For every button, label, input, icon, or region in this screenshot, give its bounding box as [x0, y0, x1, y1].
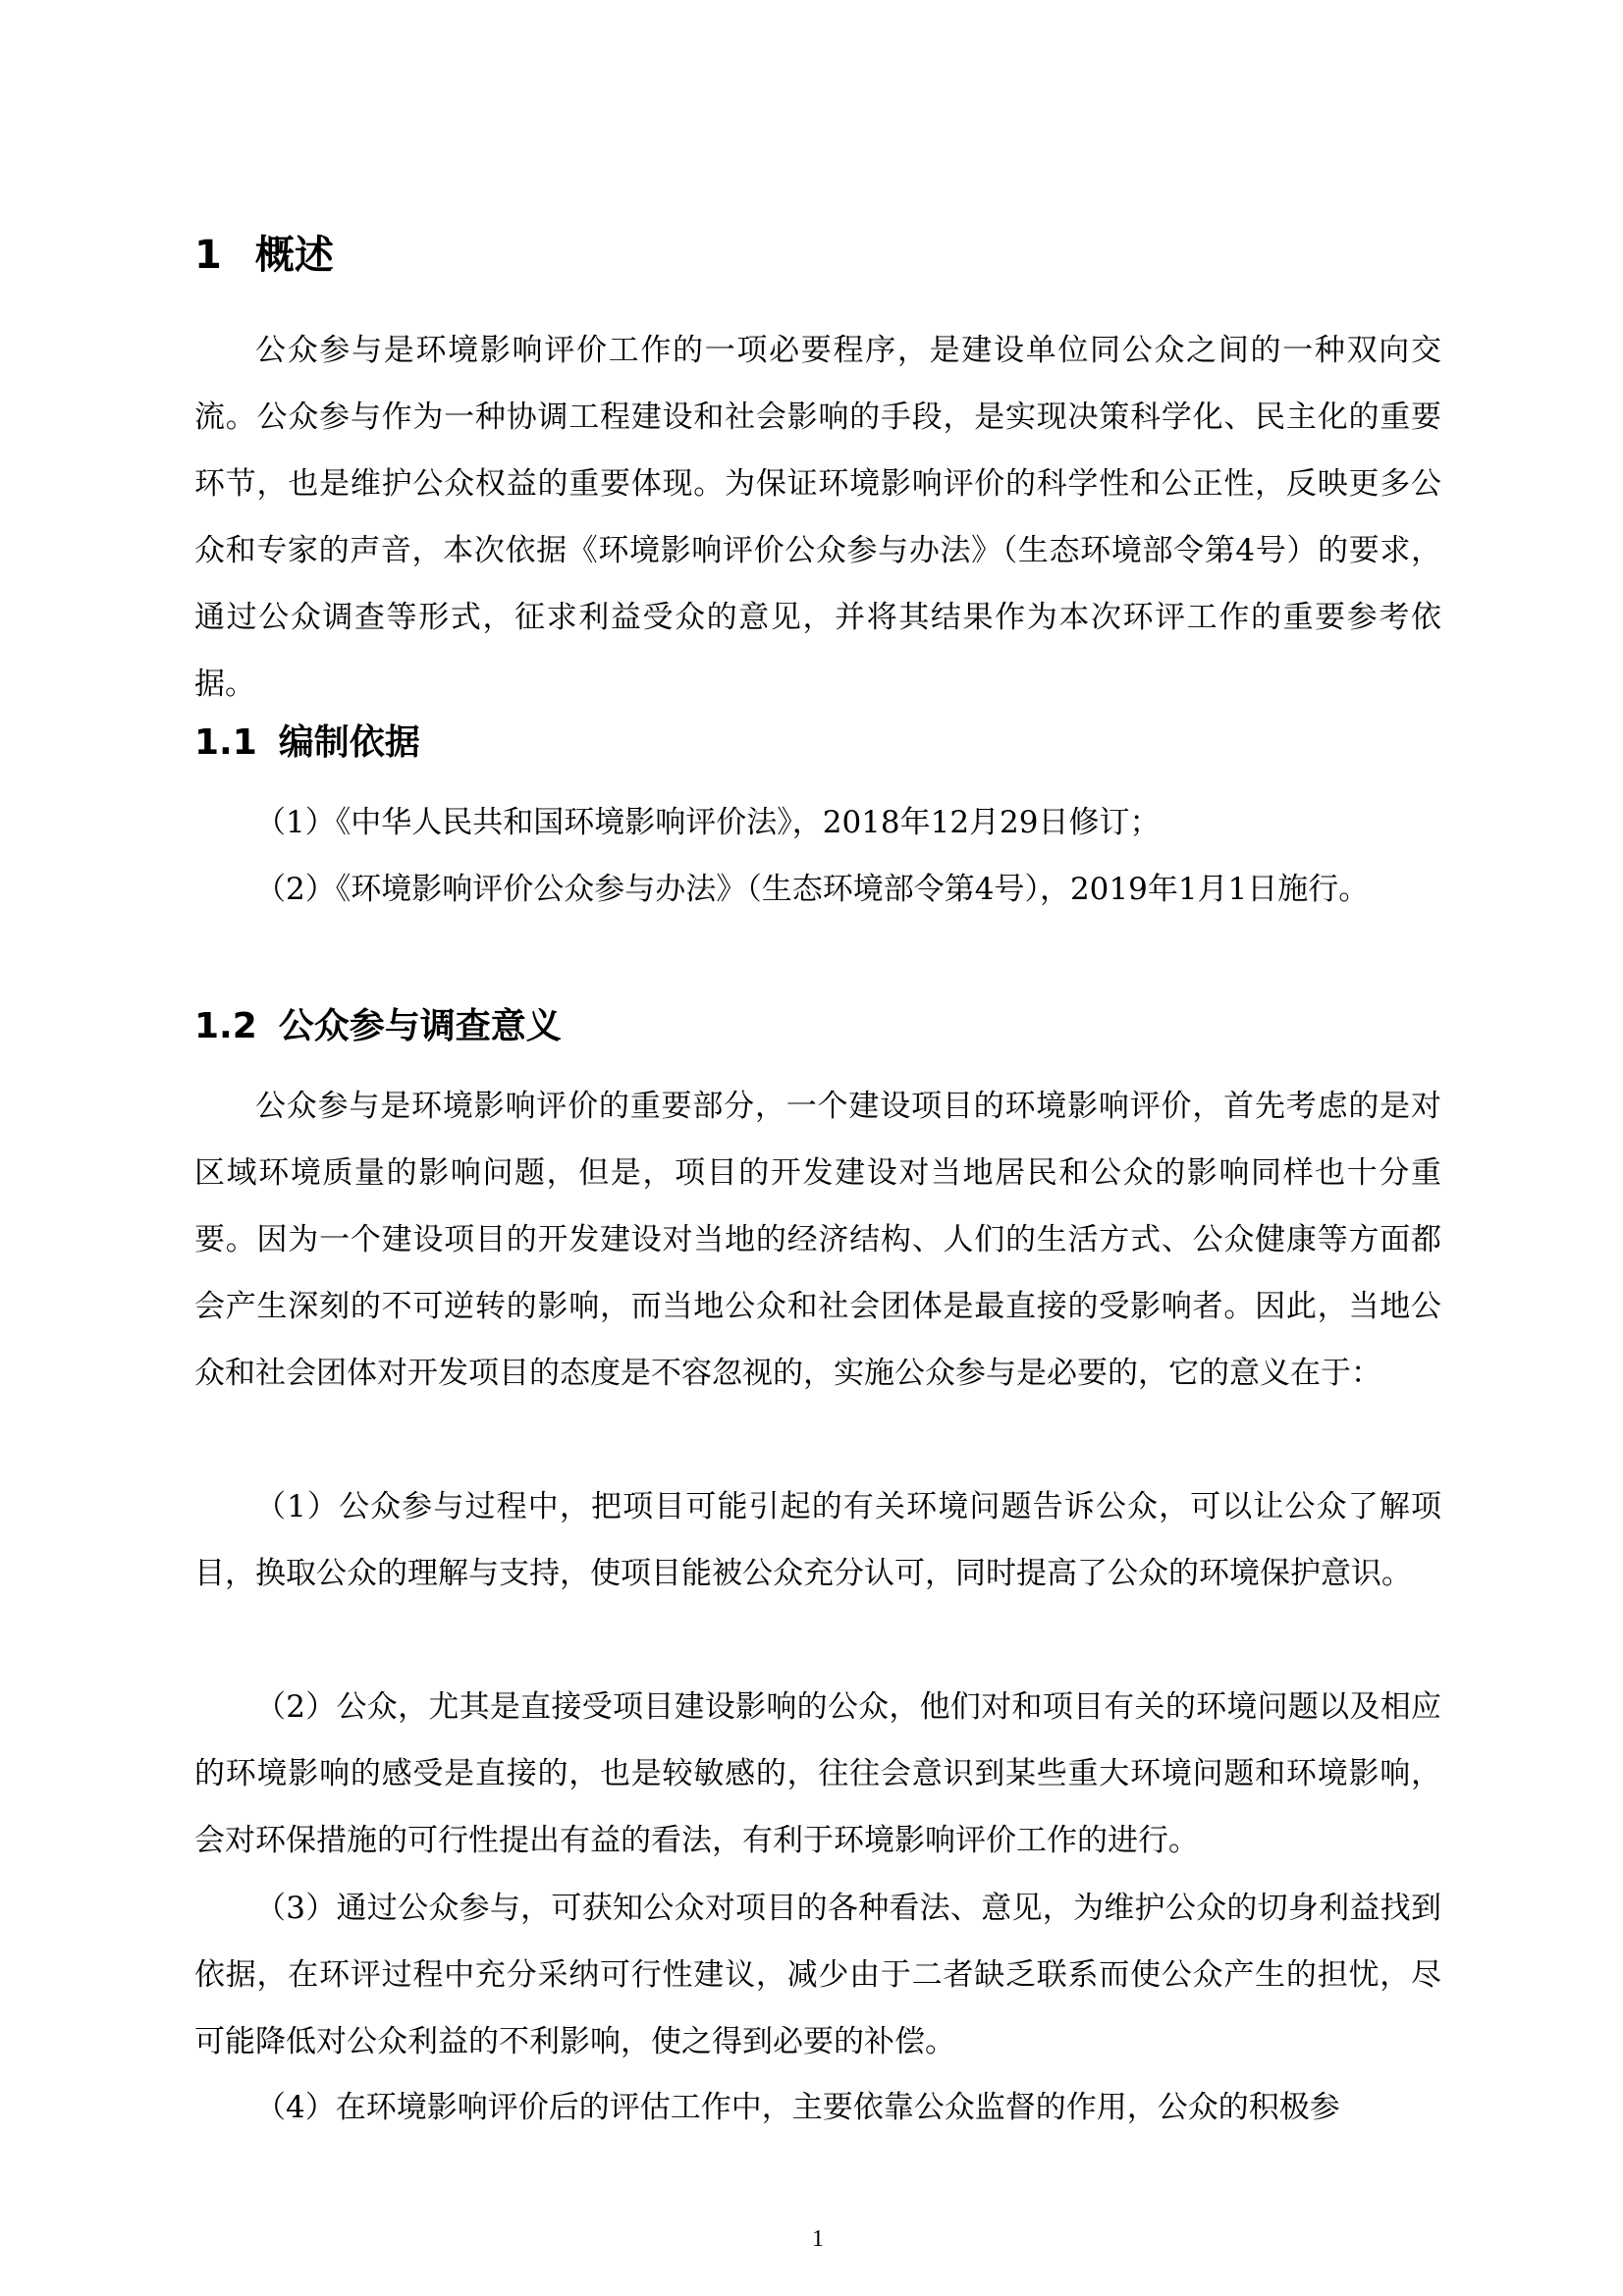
- significance-item-3: （3）通过公众参与，可获知公众对项目的各种看法、意见，为维护公众的切身利益找到依据，在环评过程中充分采纳可行性建议，减少由于二者缺乏联系而使公众产生的担忧，尽可能降低对公众利益的不利影响，使之得到必要的补偿。: [194, 1891, 1441, 2059]
- paragraph-significance-intro: 公众参与是环境影响评价的重要部分，一个建设项目的环境影响评价，首先考虑的是对区域环境质量的影响问题，但是，项目的开发建设对当地居民和公众的影响同样也十分重要。因为一个建设项目的开发建设对当地的经济结构、人们的生活方式、公众健康等方面都会产生深刻的不可逆转的影响，而当地公众和社会团体是最直接的受影响者。因此，当地公众和社会团体对开发项目的态度是不容忽视的，实施公众参与是必要的，它的意义在于：: [194, 1089, 1441, 1391]
- section-title: 编制依据: [278, 722, 420, 763]
- section-title: 公众参与调查意义: [278, 1006, 562, 1046]
- document-page: [194, 0, 1441, 2296]
- section-number: 1.2: [194, 1006, 257, 1046]
- basis-item-2: （2）《环境影响评价公众参与办法》（生态环境部令第4号），2019年1月1日施行。: [255, 872, 1370, 907]
- significance-item-4: （4）在环境影响评价后的评估工作中，主要依靠公众监督的作用，公众的积极参: [255, 2090, 1340, 2125]
- section-number: 1.1: [194, 722, 257, 763]
- section-heading-1: [194, 228, 334, 283]
- basis-item-1: （1）《中华人民共和国环境影响评价法》，2018年12月29日修订；: [255, 805, 1161, 840]
- section-number: 1: [194, 233, 222, 278]
- section-heading-1-2: [194, 1002, 562, 1051]
- section-title: 概述: [254, 233, 334, 278]
- paragraph-overview: 公众参与是环境影响评价工作的一项必要程序，是建设单位同公众之间的一种双向交流。公众参与作为一种协调工程建设和社会影响的手段，是实现决策科学化、民主化的重要环节，也是维护公众权益的重要体现。为保证环境影响评价的科学性和公正性，反映更多公众和专家的声音，本次依据《环境影响评价公众参与办法》（生态环境部令第4号）的要求，通过公众调查等形式，征求利益受众的意见，并将其结果作为本次环评工作的重要参考依据。: [194, 333, 1441, 702]
- significance-item-1: （1）公众参与过程中，把项目可能引起的有关环境问题告诉公众，可以让公众了解项目，换取公众的理解与支持，使项目能被公众充分认可，同时提高了公众的环境保护意识。: [194, 1489, 1441, 1591]
- section-heading-1-1: [194, 719, 420, 768]
- significance-item-2: （2）公众，尤其是直接受项目建设影响的公众，他们对和项目有关的环境问题以及相应的环境影响的感受是直接的，也是较敏感的，往往会意识到某些重大环境问题和环境影响，会对环保措施的可行性提出有益的看法，有利于环境影响评价工作的进行。: [194, 1689, 1441, 1858]
- page-number: 1: [812, 2226, 824, 2252]
